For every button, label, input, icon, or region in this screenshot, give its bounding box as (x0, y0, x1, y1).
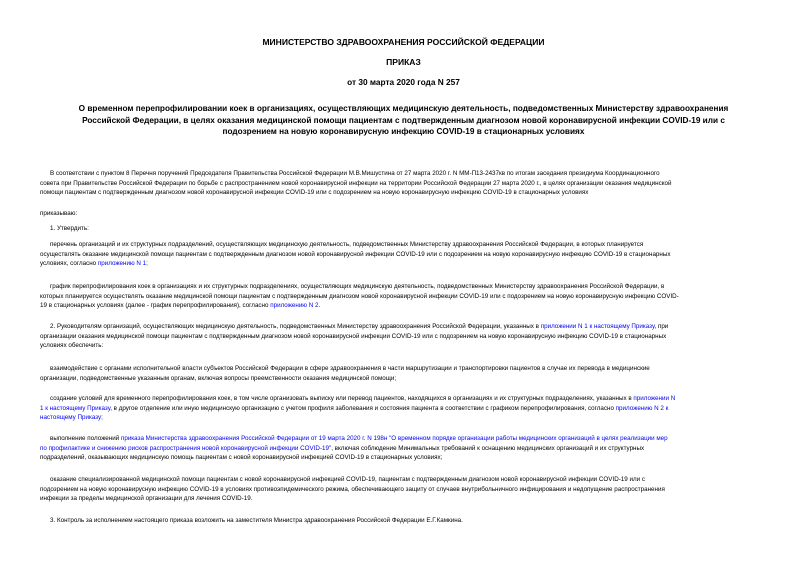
item-2a-paragraph: взаимодействие с органами исполнительной власти субъектов Российской Федерации в сфере здравоохранения в части маршрутизации и транспортировки пациентов в случае их перевода в медицинские организации, подведомственные указанным органам, включая вопросы преемственности оказания медицинской помощи; (40, 365, 650, 382)
link-appendix-2-end[interactable]: настоящему Приказу (40, 414, 102, 421)
link-appendix-2[interactable]: приложению N 2 (270, 302, 319, 309)
link-appendix-1-end[interactable]: 1 к настоящему Приказу (40, 404, 111, 412)
item-2d-paragraph: оказание специализированной медицинской помощи пациентам с новой коронавирусной инфекцией COVID-19, пациентам с подтвержденным диагнозом новой коронавирусной инфекции COVID-19 или с подозрением на новую коронавирусную инфекцию COVID-19 в условиях противоэпидемического режима, обеспечивающего защиту от случаев внутрибольничного инфицирования и недопущение распространения инфекции за пределы медицинской организации для лечения COVID-19. (40, 476, 665, 502)
item-1a-paragraph: перечень организаций и их структурных подразделений, осуществляющих медицинскую деятельность, подведомственных Министерству здравоохранения Российской Федерации, в которых планируется осуществлять оказание медицинской помощи пациентам с подтвержденным диагнозом новой коронавирусной инфекции COVID-19 или с подозрением на новую коронавирусную инфекцию COVID-19 в стационарных условиях, согласно приложению N 1; (40, 241, 671, 267)
item-3: 3. Контроль за исполнением настоящего приказа возложить на заместителя Министра здравоохранения Российской Федерации Е.Г.Камкина. (50, 517, 463, 524)
doc-title-line: подозрением на новую коронавирусную инфекцию COVID-19 в стационарных условиях (222, 126, 585, 136)
item-1b-paragraph: график перепрофилирования коек в организациях и их структурных подразделениях, осуществляющих медицинскую деятельность, подведомственных Министерству здравоохранения Российской Федерации, в которых планируется осуществлять оказание медицинской помощи пациентам с подтвержденным диагнозом новой коронавирусной инфекции COVID-19 или с подозрением на новую коронавирусную инфекцию COVID- 19 в стационарных условиях (далее - график перепрофилирования), согласно приложению N 2. (40, 283, 679, 309)
item-1: 1. Утвердить: (50, 225, 89, 232)
link-appendix-1-start[interactable]: приложении N (633, 395, 676, 402)
doc-title-line: Российской Федерации, в целях оказания медицинской помощи пациентам с подтвержденным диагнозом новой коронавирусной инфекции COVID-19 или с (82, 114, 725, 125)
item-2-paragraph: 2. Руководителям организаций, осуществляющих медицинскую деятельность, подведомственных Министерству здравоохранения Российской Федерации, указанных в приложении N 1 к настоящему Приказу, при организации оказания медицинской помощи пациентам с подтвержденным диагнозом новой коронавирусной инфекции COVID-19 или с подозрением на новую коронавирусную инфекцию COVID-19 в стационарных условиях обеспечить: (40, 323, 669, 349)
link-appendix-2-start[interactable]: приложению N 2 к (615, 404, 669, 412)
item-2b-paragraph: создание условий для временного перепрофилирования коек, в том числе организовать выписку или перевод пациентов, находящихся в организациях и их структурных подразделениях, указанных в приложении N 1 к настоящему Приказу, в другое отделение или иную медицинскую организацию с учетом профиля заболевания и состояния пациента в соответствии с графиком перепрофилирования, согласно приложению N 2 к настоящему Приказу; (40, 395, 676, 421)
doc-date-number: от 30 марта 2020 года N 257 (347, 77, 460, 87)
link-order-198n-end[interactable]: по профилактике и снижению рисков распространения новой коронавирусной инфекции COVID-19" (40, 444, 332, 452)
item-2c-paragraph: выполнение положений приказа Министерства здравоохранения Российской Федерации от 19 марта 2020 г. N 198н "О временном порядке организации работы медицинских организаций в целях реализации мер по профилактике и снижению рисков распространения новой коронавирусной инфекции COVID-19", включая соблюдение Минимальных требований к оснащению медицинских организаций и их структурных подразделений, оказывающих медицинскую помощь пациентам с новой коронавирусной инфекцией COVID-19 в стационарных условиях; (40, 435, 668, 461)
link-order-198n-start[interactable]: приказа Министерства здравоохранения Российской Федерации от 19 марта 2020 г. N 198н "О временном порядке организации работы медицинских организаций в целях реализации мер (120, 435, 668, 442)
ministry-heading: МИНИСТЕРСТВО ЗДРАВООХРАНЕНИЯ РОССИЙСКОЙ ФЕДЕРАЦИИ (262, 37, 545, 47)
doc-title-line: О временном перепрофилировании коек в организациях, осуществляющих медицинскую деятельность, подведомственных Министерству здравоохранения (78, 103, 729, 113)
link-appendix-1[interactable]: приложению N 1 (97, 260, 147, 267)
doc-title (4, 103, 804, 138)
link-appendix-1-order[interactable]: приложении N 1 к настоящему Приказу (540, 323, 655, 330)
order-word: приказываю: (40, 210, 78, 217)
doc-type-heading: ПРИКАЗ (386, 57, 421, 67)
preamble-paragraph: В соответствии с пунктом 8 Перечня поручений Председателя Правительства Российской Федерации М.В.Мишустина от 27 марта 2020 г. N ММ-П13-2437кв по итогам заседания президиума Координационного совета при Правительстве Российской Федерации по борьбе с распространением новой коронавирусной инфекции на территории Российской Федерации 27 марта 2020 г., в целях организации оказания медицинской помощи пациентам с подтвержденным диагнозом новой коронавирусной инфекции COVID-19 или с подозрением на новую коронавирусную инфекцию COVID-19 в стационарных условиях (40, 170, 672, 196)
